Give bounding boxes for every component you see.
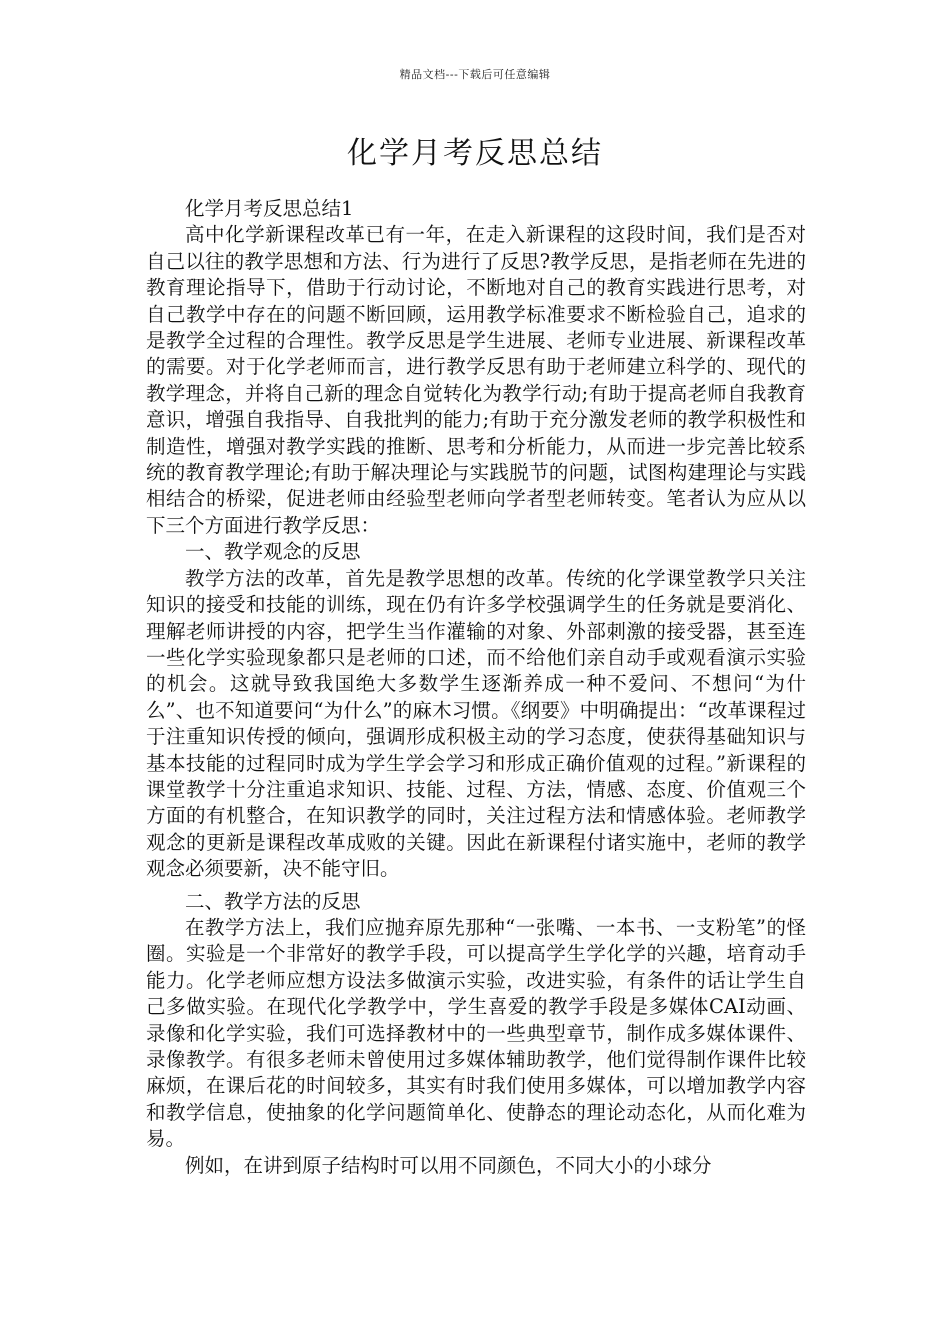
section-heading-teaching-concept: 一、教学观念的反思 — [185, 540, 361, 564]
document-body — [146, 196, 806, 1179]
document-title: 化学月考反思总结 — [347, 136, 603, 171]
paragraph-teaching-method: 在教学方法上，我们应抛弃原先那种“一张嘴、一本书、一支粉笔”的怪圈。实验是一个非常好的教学手段，可以提高学生学化学的兴趣，培育动手能力。化学老师应想方设法多做演示实验，改进实验，有条件的话让学生自己多做实验。在现代化学教学中，学生喜爱的教学手段是多媒体CAI动画、录像和化学实验，我们可选择教材中的一些典型章节，制作成多媒体课件、录像教学。有很多老师未曾使用过多媒体辅助教学，他们觉得制作课件比较麻烦，在课后花的时间较多，其实有时我们使用多媒体，可以增加教学内容和教学信息，使抽象的化学问题简单化、使静态的理论动态化，从而化难为易。 — [146, 915, 806, 1151]
paragraph-teaching-concept: 教学方法的改革，首先是教学思想的改革。传统的化学课堂教学只关注知识的接受和技能的训练，现在仍有许多学校强调学生的任务就是要消化、理解老师讲授的内容，把学生当作灌输的对象、外部刺激的接受器，甚至连一些化学实验现象都只是老师的口述，而不给他们亲自动手或观看演示实验的机会。这就导致我国绝大多数学生逐渐养成一种不爱问、不想问“为什么”、也不知道要问“为什么”的麻木习惯。《纲要》中明确提出：“改革课程过于注重知识传授的倾向，强调形成积极主动的学习态度，使获得基础知识与基本技能的过程同时成为学生学会学习和形成正确价值观的过程。”新课程的课堂教学十分注重追求知识、技能、过程、方法，情感、态度、价值观三个方面的有机整合，在知识教学的同时，关注过程方法和情感体验。老师教学观念的更新是课程改革成败的关键。因此在新课程付诸实施中，老师的教学观念必须要新，决不能守旧。 — [146, 566, 806, 881]
section-subtitle: 化学月考反思总结1 — [185, 197, 354, 220]
paragraph-intro: 高中化学新课程改革已有一年，在走入新课程的这段时间，我们是否对自己以往的教学思想和方法、行为进行了反思?教学反思，是指老师在先进的教育理论指导下，借助于行动讨论，不断地对自己的教育实践进行思考，对自己教学中存在的问题不断回顾，运用教学标准要求不断检验自己，追求的是教学全过程的合理性。教学反思是学生进展、老师专业进展、新课程改革的需要。对于化学老师而言，进行教学反思有助于老师建立科学的、现代的教学理念，并将自己新的理念自觉转化为教学行动;有助于提高老师自我教育意识，增强自我指导、自我批判的能力;有助于充分激发老师的教学积极性和制造性，增强对教学实践的推断、思考和分析能力，从而进一步完善比较系统的教育教学理论;有助于解决理论与实践脱节的问题，试图构建理论与实践相结合的桥梁，促进老师由经验型老师向学者型老师转变。笔者认为应从以下三个方面进行教学反思： — [146, 223, 806, 537]
paragraph-example: 例如，在讲到原子结构时可以用不同颜色，不同大小的小球分 — [185, 1153, 712, 1177]
header-note: 精品文档---下载后可任意编辑 — [399, 68, 551, 81]
section-heading-teaching-method: 二、教学方法的反思 — [185, 889, 361, 913]
